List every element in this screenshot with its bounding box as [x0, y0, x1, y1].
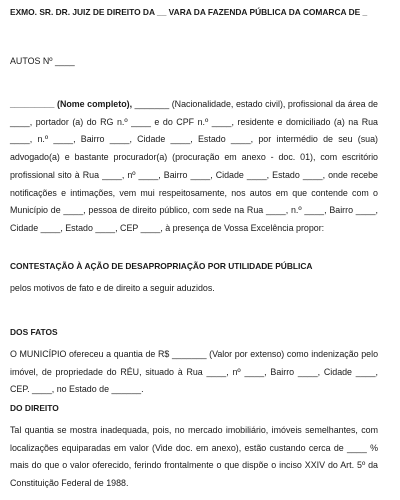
law-section-title: DO DIREITO [10, 403, 59, 413]
qualification-text: _______ (Nacionalidade, estado civil), profissional da área de ____, portador (a) do RG n.º ____ e do CPF n.º ____, residente e domiciliado (a) na Rua ____, n.º ____, Bairro ____, Cidade ____, Estado ____, por intermédio de seu (sua) advogado(a) e bastante procurador(a) (procuração em anexo - doc. 01), com escritório profissional sito à Rua ____, nº ____, Bairro ____, Cidade ____, Estado ____, onde recebe notificações e intimações, vem mui respeitosamente, nos autos em que contende com o Município de ____, pessoa de direito público, com sede na Rua ____, n.º ____, Bairro ____, Cidade ____, Estado ____, CEP ____, à presença de Vossa Excelência propor: [10, 99, 378, 233]
qualification-paragraph [10, 96, 378, 238]
blank-name-field: _________ [10, 99, 55, 109]
name-label: (Nome completo), [57, 99, 133, 109]
court-address-heading: EXMO. SR. DR. JUIZ DE DIREITO DA __ VARA DA FAZENDA PÚBLICA DA COMARCA DE _ [10, 7, 368, 17]
law-paragraph: Tal quantia se mostra inadequada, pois, no mercado imobiliário, imóveis semelhantes, com localizações equiparadas em valor (Vide doc. em anexo), estão custando cerca de ____ % mais do que o valor oferecido, ferindo frontalmente o que dispõe o inciso XXIV do Art. 5º da Constituição Federal de 1988. [10, 425, 378, 489]
case-number-line: AUTOS Nº ____ [10, 56, 75, 66]
facts-section-title: DOS FATOS [10, 327, 58, 337]
motives-line: pelos motivos de fato e de direito a seguir aduzidos. [10, 283, 215, 293]
facts-paragraph: O MUNICÍPIO ofereceu a quantia de R$ _______ (Valor por extenso) como indenização pelo imóvel, de propriedade do RÉU, situado à Rua ____, nº ____, Bairro ____, Cidade ____, CEP. ____, no Estado de ______. [10, 349, 378, 395]
action-title: CONTESTAÇÃO À AÇÃO DE DESAPROPRIAÇÃO POR UTILIDADE PÚBLICA [10, 261, 313, 271]
